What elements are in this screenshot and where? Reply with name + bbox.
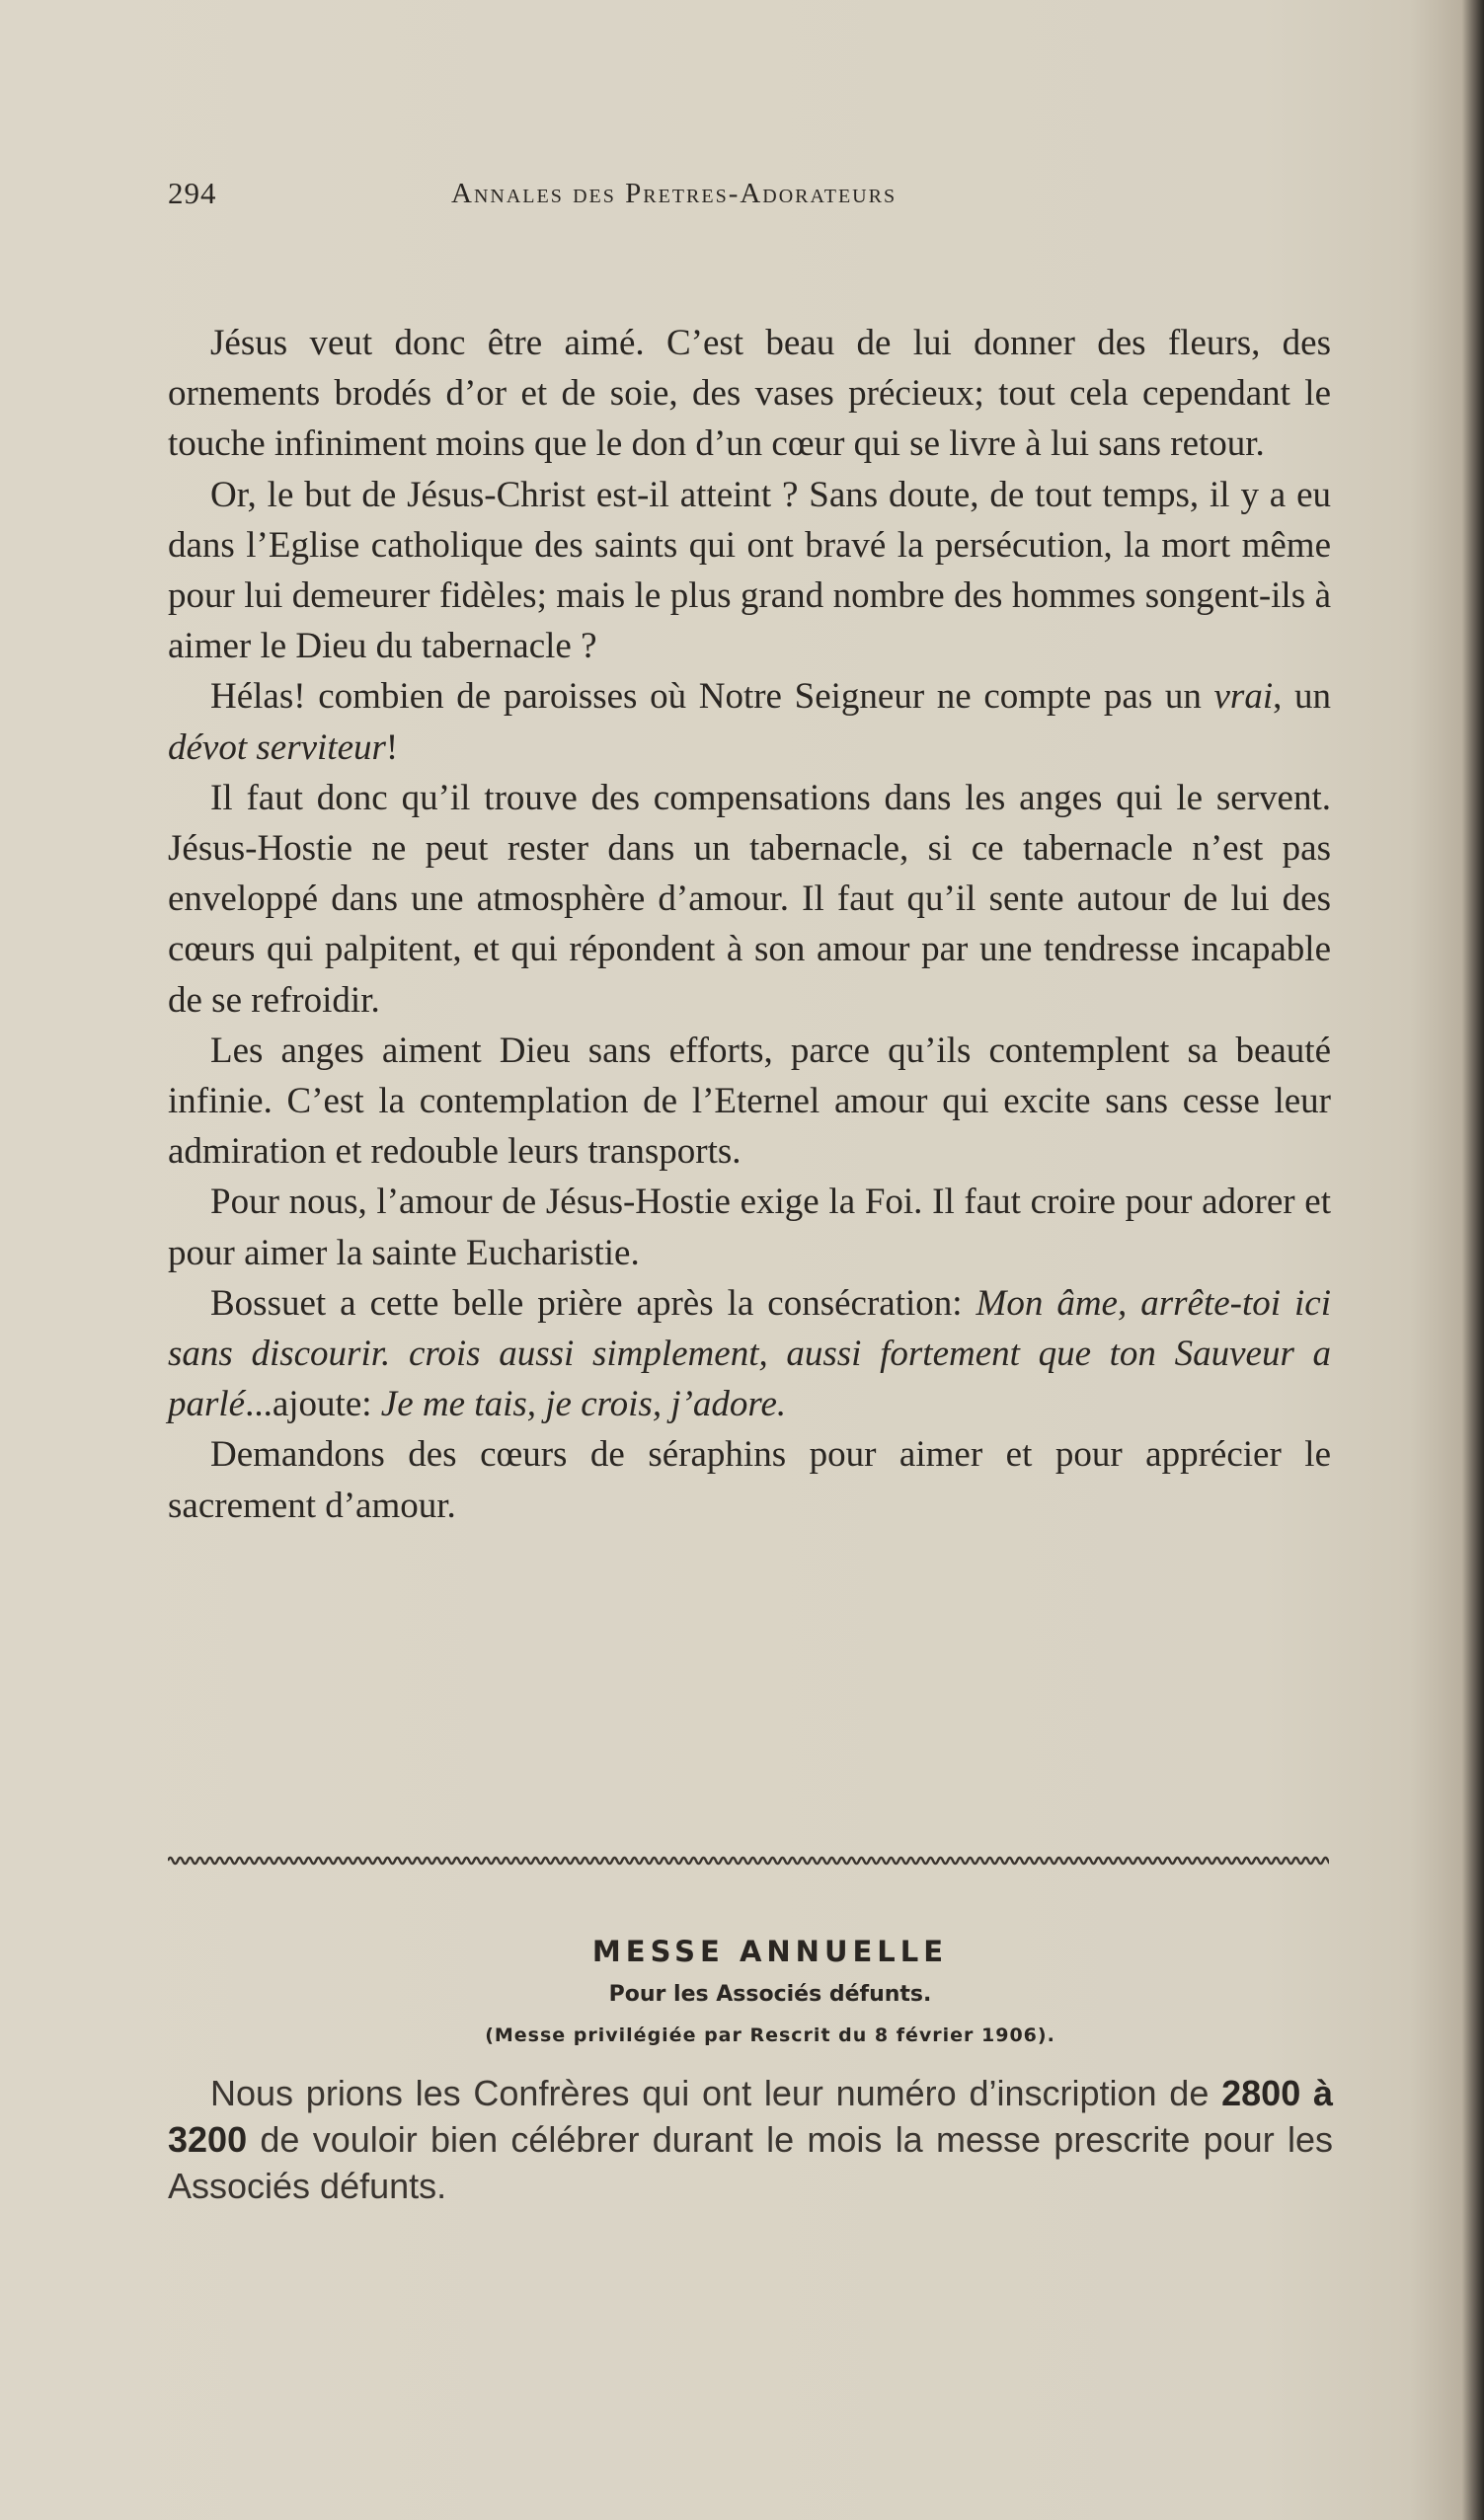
paragraph: Or, le but de Jésus-Christ est-il atteint ? Sans doute, de tout temps, il y a eu dans l’Eglise catholique des saints qui ont bravé la persécution, la mort même pour lui demeurer fidèles; mais le plus grand nombre des hommes songent-ils à aimer le Dieu du tabernacle ? [168,474,1331,667]
italic-quote: Mon âme, arrête-toi ici sans discourir. crois aussi simplement, aussi fortement que ton Sauveur a parlé [168,1282,1331,1425]
notice-title: MESSE ANNUELLE [591,1935,949,1968]
ornamental-divider [168,1854,1329,1868]
italic-text: dévot serviteur [168,726,386,768]
running-title: Annales des Pretres-Adorateurs [451,178,898,209]
text-run: de vouloir bien célébrer durant le mois la messe prescrite pour les Associés défunts. [168,2119,1333,2206]
notice-subtitle: Pour les Associés défunts. [608,1982,932,2007]
paragraph: Jésus veut donc être aimé. C’est beau de lui donner des fleurs, des ornements brodés d’or et de soie, des vases précieux; tout cela cependant le touche infiniment moins que le don d’un cœur qui se livre à lui sans retour. [168,323,1331,465]
notice-body [168,2070,1333,2209]
paragraph [168,671,1331,772]
paragraph [168,1278,1331,1430]
paragraph: Il faut donc qu’il trouve des compensations dans les anges qui le servent. Jésus-Hostie ne peut rester dans un tabernacle, si ce tabernacle n’est pas enveloppé dans une atmosphère d’amour. Il faut qu’il sente autour de lui des cœurs qui palpitent, et qui répondent à son amour par une tendresse incapable de se refroidir. [168,777,1331,1021]
text-run: Nous prions les Confrères qui ont leur numéro d’inscription de [210,2073,1222,2113]
italic-text: vrai [1213,676,1274,718]
bold-range: 2800 à 3200 [168,2073,1333,2160]
notice-section [168,1935,1333,2209]
text-run: Bossuet a cette belle prière après la consécration: [210,1282,976,1324]
text-run: Hélas! combien de paroisses où Notre Seigneur ne compte pas un [210,676,1214,718]
text-run: , un [1273,676,1331,718]
italic-quote: Je me tais, je crois, j’adore. [380,1384,787,1425]
notice-note: (Messe privilégiée par Rescrit du 8 février 1906). [485,2024,1055,2046]
text-run: ...ajoute: [245,1384,381,1425]
paragraph: Les anges aiment Dieu sans efforts, parce qu’ils contemplent sa beauté infinie. C’est la contemplation de l’Eternel amour qui excite sans cesse leur admiration et redouble leurs transports. [168,1030,1331,1173]
page-number: 294 [168,176,217,210]
text-run: ! [385,726,399,768]
paragraph: Demandons des cœurs de séraphins pour aimer et pour apprécier le sacrement d’amour. [168,1434,1331,1526]
page-header [168,176,1343,225]
paragraph: Pour nous, l’amour de Jésus-Hostie exige la Foi. Il faut croire pour adorer et pour aimer la sainte Eucharistie. [168,1182,1331,1273]
article-body [168,318,1331,1531]
